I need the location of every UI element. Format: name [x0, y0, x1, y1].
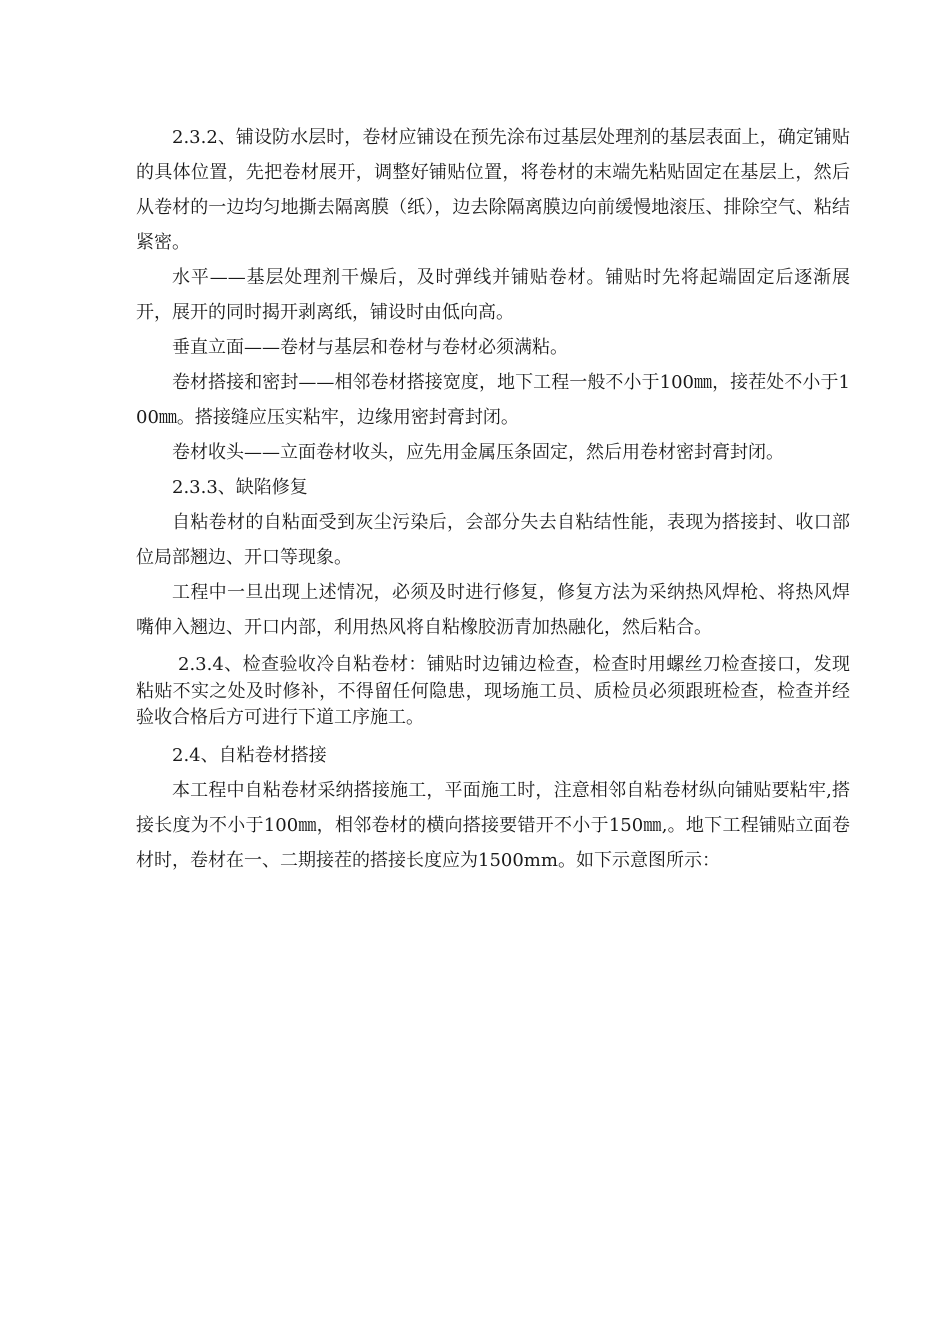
document-body — [136, 120, 850, 878]
paragraph-vertical: 垂直立面——卷材与基层和卷材与卷材必须满粘。 — [172, 337, 568, 358]
paragraph-overlap-seal: 卷材搭接和密封——相邻卷材搭接宽度，地下工程一般不小于100㎜，接茬处不小于100㎜。搭接缝应压实粘牢，边缘用密封膏封闭。 — [136, 372, 850, 428]
paragraph-horizontal: 水平——基层处理剂干燥后，及时弹线并铺贴卷材。铺贴时先将起端固定后逐渐展开，展开的同时揭开剥离纸，铺设时由低向高。 — [136, 267, 850, 323]
paragraph-contamination: 自粘卷材的自粘面受到灰尘污染后，会部分失去自粘结性能，表现为搭接封、收口部位局部翘边、开口等现象。 — [136, 512, 850, 568]
paragraph-overlap-construction: 本工程中自粘卷材采纳搭接施工，平面施工时，注意相邻自粘卷材纵向铺贴要粘牢,搭接长度为不小于100㎜，相邻卷材的横向搭接要错开不小于150㎜,。地下工程铺贴立面卷材时，卷材在一、二期接茬的搭接长度应为1500mm。如下示意图所示： — [136, 779, 850, 871]
paragraph-2-3-4: 2.3.4、检查验收冷自粘卷材：铺贴时边铺边检查，检查时用螺丝刀检查接口，发现粘贴不实之处及时修补，不得留任何隐患，现场施工员、质检员必须跟班检查，检查并经验收合格后方可进行下道工序施工。 — [136, 654, 850, 728]
paragraph-2-3-2: 2.3.2、铺设防水层时，卷材应铺设在预先涂布过基层处理剂的基层表面上，确定铺贴的具体位置，先把卷材展开，调整好铺贴位置，将卷材的末端先粘贴固定在基层上，然后从卷材的一边均匀地撕去隔离膜（纸），边去除隔离膜边向前缓慢地滚压、排除空气、粘结紧密。 — [136, 127, 850, 253]
heading-2-3-3: 2.3.3、缺陷修复 — [172, 477, 308, 498]
paragraph-repair: 工程中一旦出现上述情况，必须及时进行修复，修复方法为采纳热风焊枪、将热风焊嘴伸入翘边、开口内部，利用热风将自粘橡胶沥青加热融化，然后粘合。 — [136, 582, 850, 638]
heading-2-4: 2.4、自粘卷材搭接 — [172, 744, 327, 766]
paragraph-edge-finish: 卷材收头——立面卷材收头，应先用金属压条固定，然后用卷材密封膏封闭。 — [172, 442, 784, 463]
